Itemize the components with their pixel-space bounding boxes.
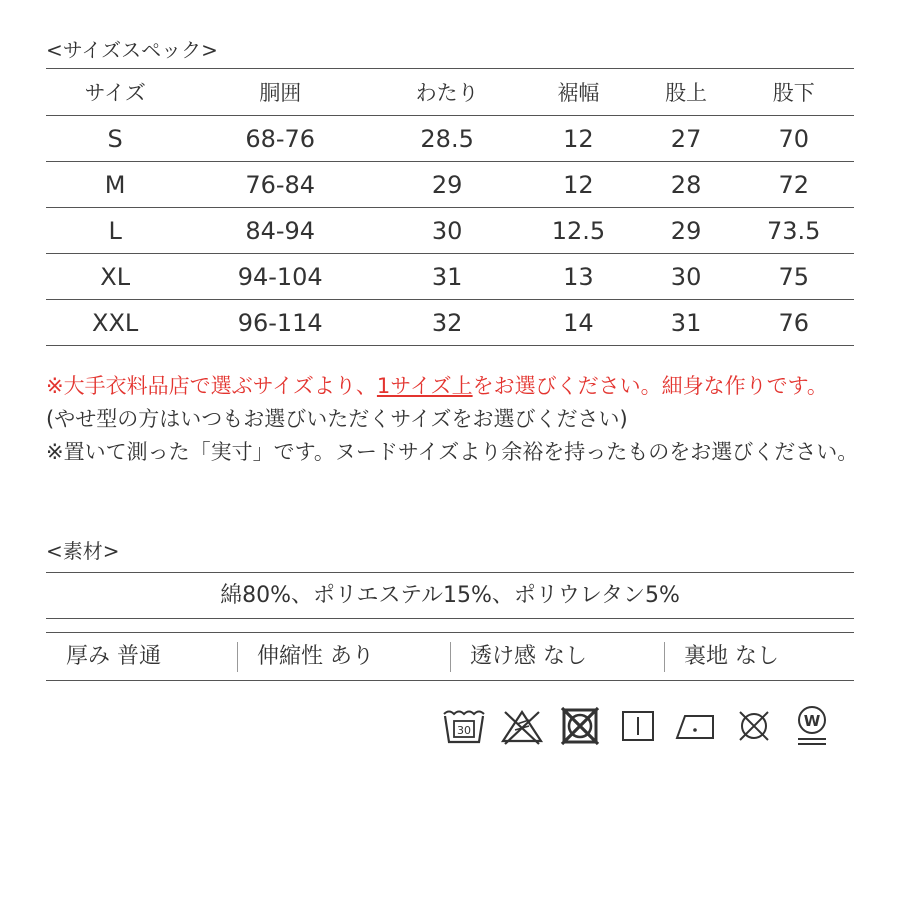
cell-waist: 76-84: [184, 162, 376, 208]
cell-size: S: [46, 116, 184, 162]
measurement-note: ※置いて測った「実寸」です。ヌードサイズより余裕を持ったものをお選びください。: [46, 440, 859, 464]
header-hem: 裾幅: [518, 69, 639, 116]
cell-thigh: 31: [376, 254, 518, 300]
cell-size: L: [46, 208, 184, 254]
cell-waist: 84-94: [184, 208, 376, 254]
no-dry-clean-icon: [730, 704, 778, 748]
cell-hem: 12: [518, 116, 639, 162]
wet-clean-letter: W: [803, 712, 821, 730]
size-advice-note: [46, 370, 858, 403]
cell-inseam: 75: [733, 254, 854, 300]
property-lining-label: 裏地 なし: [684, 644, 779, 669]
cell-thigh: 28.5: [376, 116, 518, 162]
care-labels: [440, 704, 846, 748]
size-advice-part2: をお選びください。細身な作りです。: [472, 374, 828, 398]
table-header-row: [46, 69, 854, 116]
iron-low-icon: [672, 704, 720, 748]
property-stretch-label: 伸縮性 あり: [257, 644, 374, 669]
header-inseam: 股下: [733, 69, 854, 116]
cell-hem: 13: [518, 254, 639, 300]
cell-rise: 27: [639, 116, 734, 162]
cell-inseam: 73.5: [733, 208, 854, 254]
cell-inseam: 72: [733, 162, 854, 208]
cell-size: XXL: [46, 300, 184, 346]
cell-thigh: 29: [376, 162, 518, 208]
property-sheerness-label: 透け感 なし: [470, 644, 587, 669]
table-row: [46, 162, 854, 208]
cell-size: XL: [46, 254, 184, 300]
size-advice-emphasis: 1サイズ上: [376, 374, 473, 398]
cell-hem: 12: [518, 162, 639, 208]
size-advice-part1: ※大手衣料品店で選ぶサイズより、: [46, 374, 377, 398]
property-sheerness: [450, 633, 664, 680]
no-tumble-dry-icon: [556, 704, 604, 748]
cell-rise: 29: [639, 208, 734, 254]
cell-size: M: [46, 162, 184, 208]
cell-waist: 68-76: [184, 116, 376, 162]
table-row: [46, 208, 854, 254]
size-spec-table: [46, 68, 854, 346]
cell-thigh: 32: [376, 300, 518, 346]
property-lining: [664, 633, 854, 680]
property-thickness-label: 厚み 普通: [66, 644, 161, 669]
header-thigh: わたり: [376, 69, 518, 116]
cell-thigh: 30: [376, 208, 518, 254]
table-row: [46, 254, 854, 300]
table-row: [46, 300, 854, 346]
material-composition: 綿80%、ポリエステル15%、ポリウレタン5%: [46, 572, 854, 619]
material-properties: [46, 632, 854, 681]
wash-30-icon: [440, 704, 488, 748]
header-waist: 胴囲: [184, 69, 376, 116]
wash-temp-label: 30: [457, 724, 471, 737]
property-stretch: [237, 633, 450, 680]
cell-waist: 96-114: [184, 300, 376, 346]
line-dry-icon: [614, 704, 662, 748]
cell-hem: 14: [518, 300, 639, 346]
material-title: <素材>: [46, 539, 120, 563]
property-thickness: [46, 633, 237, 680]
size-notes: [46, 370, 858, 469]
wet-clean-icon: [788, 704, 836, 748]
cell-waist: 94-104: [184, 254, 376, 300]
header-rise: 股上: [639, 69, 734, 116]
cell-rise: 28: [639, 162, 734, 208]
size-spec-title: <サイズスペック>: [46, 38, 218, 62]
header-size: サイズ: [46, 69, 184, 116]
table-row: [46, 116, 854, 162]
no-bleach-icon: [498, 704, 546, 748]
cell-rise: 31: [639, 300, 734, 346]
slim-type-note: (やせ型の方はいつもお選びいただくサイズをお選びください): [46, 407, 628, 431]
cell-hem: 12.5: [518, 208, 639, 254]
cell-rise: 30: [639, 254, 734, 300]
cell-inseam: 76: [733, 300, 854, 346]
cell-inseam: 70: [733, 116, 854, 162]
